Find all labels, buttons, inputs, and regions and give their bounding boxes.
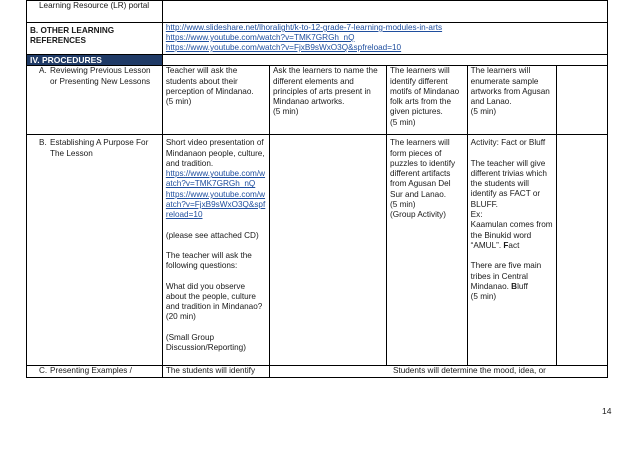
fact-or-bluff-time: (5 min): [470, 292, 497, 302]
row-a-label-cell: [27, 66, 163, 135]
row-b-day1: [162, 135, 269, 366]
example-2-answer-rest: luff: [517, 281, 528, 291]
example-label: Ex:: [470, 210, 483, 220]
example-2-text: There are five main tribes in Central Mindanao.: [470, 261, 542, 291]
other-references-label: B. OTHER LEARNING REFERENCES: [27, 23, 163, 55]
row-a-letter: A.: [39, 66, 47, 76]
youtube-link-2[interactable]: https://www.youtube.com/watch?v=FjxB9sWxO3Q&spfreload=10: [165, 43, 402, 52]
lesson-plan-table: [26, 0, 608, 378]
row-b-label-cell: [27, 135, 163, 366]
lr-portal-label: Learning Resource (LR) portal: [27, 1, 163, 23]
row-a-label: Reviewing Previous Lesson or Presenting New Lessons: [50, 66, 151, 86]
row-c-day3: Students will determine the mood, idea, or: [269, 366, 607, 377]
row-a-day3: The learners will identify different motifs of Mindanao folk arts from the given pictures. (5 min): [387, 66, 468, 135]
row-a-day2: Ask the learners to name the different elements and principles of arts present in Mindanao artworks. (5 min): [269, 66, 386, 135]
row-b-day4: [467, 135, 556, 366]
row-b-letter: B.: [39, 138, 47, 148]
other-references-links: [162, 23, 607, 55]
row-b-day3: The learners will form pieces of puzzles to identify different artifacts from Agusan Del Sur and Lanao. (5 min) (Group Activity): [387, 135, 468, 366]
page-number: 14: [602, 406, 612, 416]
fact-or-bluff-title: Activity: Fact or Bluff: [470, 138, 546, 148]
other-references-row: [27, 23, 608, 55]
question-text: What did you observe about the people, culture and tradition in Mindanao?: [165, 281, 263, 312]
video-intro-text: Short video presentation of Mindanaon people, culture, and tradition.: [165, 138, 265, 168]
group-discussion-text: (Small Group Discussion/Reporting): [165, 332, 246, 353]
row-c: [27, 366, 608, 377]
row-b-day2: [269, 135, 386, 366]
youtube-link-1[interactable]: https://www.youtube.com/watch?v=TMK7GRGh_nQ: [165, 33, 355, 42]
example-1: [471, 220, 553, 251]
row-a-day5: [557, 66, 608, 135]
row-c-label-cell: [27, 366, 163, 377]
example-2-answer-initial: B: [511, 281, 518, 291]
row-c-label: Presenting Examples /: [50, 366, 132, 376]
question-time: (20 min): [165, 312, 196, 322]
example-1-answer-initial: F: [503, 240, 509, 250]
example-2: [471, 261, 553, 292]
row-b-label: Establishing A Purpose For The Lesson: [50, 138, 149, 158]
procedures-heading: IV. PROCEDURES: [27, 55, 163, 66]
attached-cd-note: (please see attached CD): [165, 230, 259, 240]
row-a-day4: The learners will enumerate sample artworks from Agusan and Lanao. (5 min): [467, 66, 556, 135]
teacher-ask-text: The teacher will ask the following questions:: [165, 250, 252, 271]
lr-portal-value: [162, 1, 607, 23]
procedures-header-blank: [162, 55, 607, 66]
row-a: [27, 66, 608, 135]
row-b: [27, 135, 608, 366]
slideshare-link[interactable]: http://www.slideshare.net/lhoralight/k-to-12-grade-7-learning-modules-in-arts: [165, 23, 443, 32]
row-c-day1: The students will identify: [162, 366, 269, 377]
row-b-day5: [557, 135, 608, 366]
lr-portal-row: [27, 1, 608, 23]
fact-or-bluff-desc: The teacher will give different trivias which the students will identify as FACT or BLUFF.: [470, 158, 547, 209]
example-1-text: Kaamulan comes from the Binukid word “AMUL”.: [470, 220, 553, 250]
row-c-letter: C.: [39, 366, 48, 376]
procedures-header-row: [27, 55, 608, 66]
video-link-2[interactable]: https://www.youtube.com/watch?v=FjxB9sWxO3Q&spfreload=10: [165, 189, 266, 220]
example-1-answer-rest: act: [508, 240, 520, 250]
video-link-1[interactable]: https://www.youtube.com/watch?v=TMK7GRGh_nQ: [165, 169, 266, 189]
row-a-day1: Teacher will ask the students about their perception of Mindanao. (5 min): [162, 66, 269, 135]
